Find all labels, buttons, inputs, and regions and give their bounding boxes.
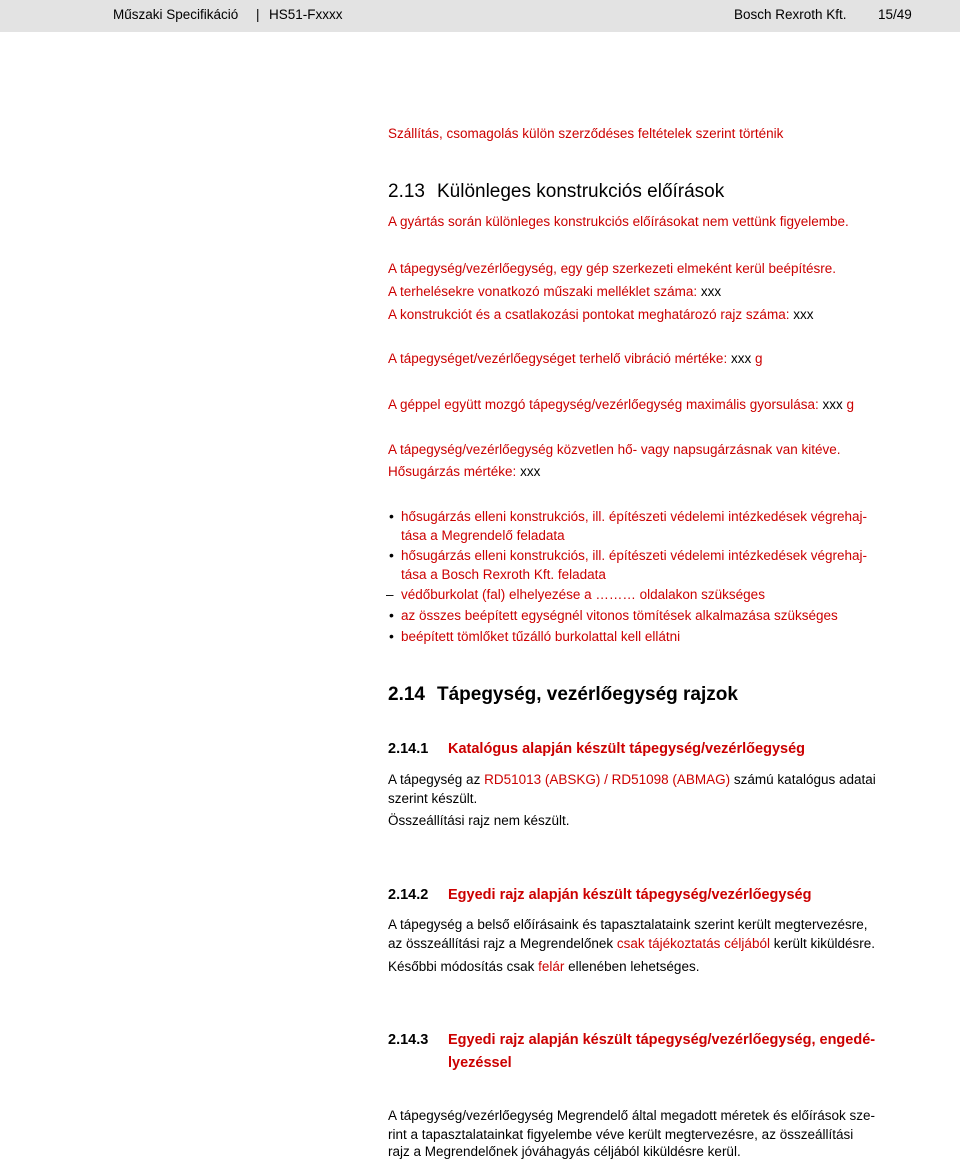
paragraph: A tápegységet/vezérlőegységet terhelő vibráció mértéke: xxx g: [388, 351, 763, 366]
placeholder-value: xxx: [700, 284, 722, 299]
dash-icon: –: [386, 587, 394, 602]
section-number-2-14-1: 2.14.1: [388, 741, 429, 757]
section-title: Tápegység, vezérlőegység rajzok: [436, 684, 738, 705]
paragraph: A terhelésekre vonatkozó műszaki melléklet száma: xxx: [388, 284, 722, 299]
page-header: [0, 0, 960, 32]
paragraph: A géppel együtt mozgó tápegység/vezérlőegység maximális gyorsulása: xxx g: [388, 397, 855, 412]
paragraph: Összeállítási rajz nem készült.: [388, 813, 570, 828]
paragraph: A tápegység/vezérlőegység Megrendelő által megadott méretek és előírások sze-: [388, 1108, 876, 1123]
placeholder-value: xxx: [822, 397, 843, 412]
paragraph: A tápegység az RD51013 (ABSKG) / RD51098 (ABMAG) számú katalógus adatai: [388, 772, 876, 787]
section-title-2-14-3: Egyedi rajz alapján készült tápegység/vezérlőegység, engedé-: [448, 1032, 876, 1048]
bullet-icon: •: [389, 508, 394, 524]
list-item: hősugárzás elleni konstrukciós, ill. építészeti védelemi intézkedések végrehaj-: [401, 509, 867, 524]
list-item: tása a Bosch Rexroth Kft. feladata: [401, 567, 606, 582]
section-number: 2.13: [388, 181, 425, 202]
paragraph: A tápegység/vezérlőegység közvetlen hő- vagy napsugárzásnak van kitéve.: [388, 442, 841, 457]
paragraph: A tápegység/vezérlőegység, egy gép szerkezeti elmeként kerül beépítésre.: [388, 261, 837, 276]
bullet-icon: •: [389, 547, 394, 563]
list-item: tása a Megrendelő feladata: [401, 528, 565, 543]
section-title-2-14-3-cont: lyezéssel: [448, 1055, 512, 1071]
paragraph: A gyártás során különleges konstrukciós előírásokat nem vettünk figyelembe.: [388, 214, 849, 229]
paragraph: szerint készült.: [388, 791, 478, 806]
placeholder-value: xxx: [730, 351, 752, 366]
paragraph: A konstrukciót és a csatlakozási pontokat meghatározó rajz száma: xxx: [388, 307, 814, 322]
doc-title: Műszaki Specifikáció: [113, 7, 239, 22]
section-title-2-14-2: Egyedi rajz alapján készült tápegység/vezérlőegység: [448, 887, 812, 903]
paragraph: A tápegység a belső előírásaink és tapasztalataink szerint került megtervezésre,: [388, 917, 868, 932]
section-number-2-14-3: 2.14.3: [388, 1032, 429, 1048]
paragraph: az összeállítási rajz a Megrendelőnek csak tájékoztatás céljából került kiküldésre.: [388, 936, 876, 951]
paragraph: rint a tapasztalatainkat figyelembe véve került megtervezésre, az összeállítási: [388, 1127, 854, 1142]
doc-code: HS51-Fxxxx: [269, 7, 343, 22]
list-item: hősugárzás elleni konstrukciós, ill. építészeti védelemi intézkedések végrehaj-: [401, 548, 867, 563]
shipping-note: Szállítás, csomagolás külön szerződéses feltételek szerint történik: [388, 126, 784, 141]
page-number: 15/49: [878, 7, 912, 22]
bullet-icon: •: [389, 607, 394, 623]
bullet-icon: •: [389, 628, 394, 644]
list-item: beépített tömlőket tűzálló burkolattal kell ellátni: [401, 629, 681, 644]
section-title: Különleges konstrukciós előírások: [436, 181, 725, 202]
section-heading-2-14: [388, 684, 738, 706]
section-number: 2.14: [388, 684, 425, 705]
section-title-2-14-1: Katalógus alapján készült tápegység/vezérlőegység: [448, 741, 805, 757]
paragraph: Hősugárzás mértéke: xxx: [388, 464, 541, 479]
placeholder-value: xxx: [520, 464, 541, 479]
list-item: védőburkolat (fal) elhelyezése a ……… oldalakon szükséges: [401, 587, 765, 602]
list-item: az összes beépített egységnél vitonos tömítések alkalmazása szükséges: [401, 608, 838, 623]
header-separator: |: [256, 7, 260, 22]
paragraph: rajz a Megrendelőnek jóváhagyás céljából kiküldésre kerül.: [388, 1144, 741, 1159]
paragraph: Későbbi módosítás csak felár ellenében lehetséges.: [388, 959, 700, 974]
company-name: Bosch Rexroth Kft.: [734, 7, 847, 22]
section-heading-2-13: [388, 181, 724, 203]
placeholder-value: xxx: [793, 307, 814, 322]
section-number-2-14-2: 2.14.2: [388, 887, 429, 903]
